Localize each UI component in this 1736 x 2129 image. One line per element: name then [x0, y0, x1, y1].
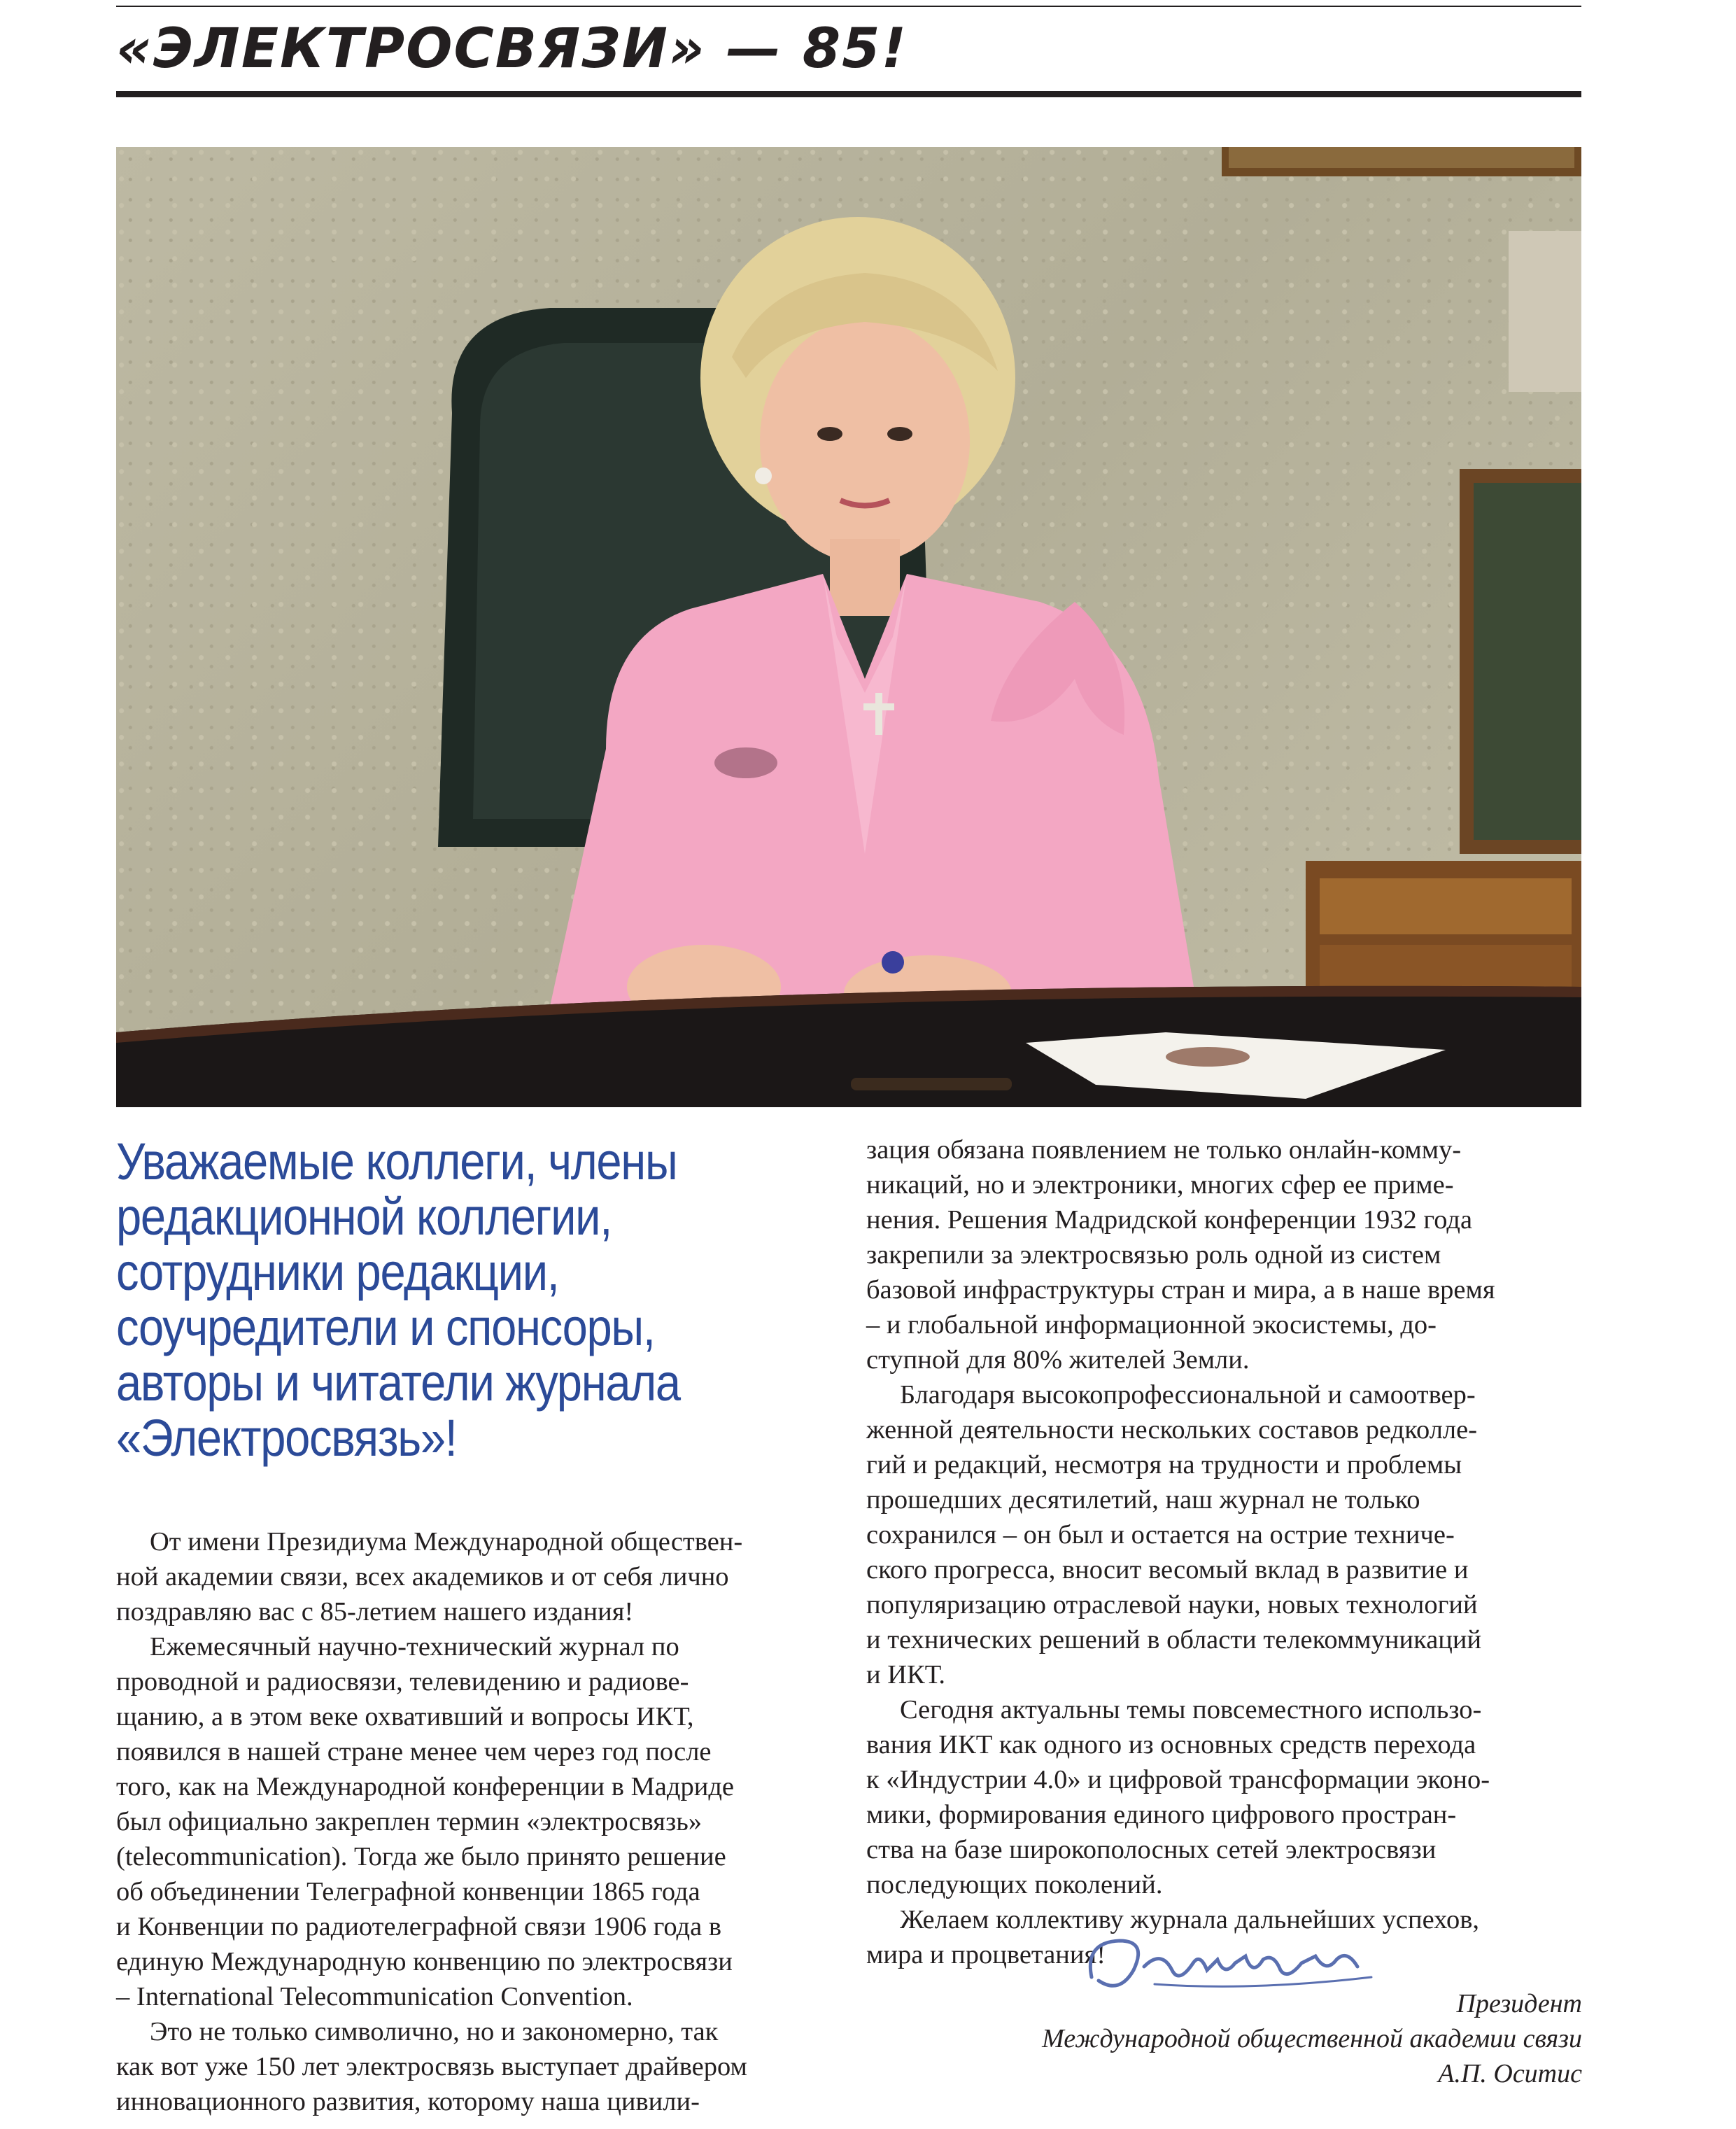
text-line: – International Telecommunication Convention. [116, 1982, 633, 2011]
text-line: мики, формирования единого цифрового простран- [866, 1800, 1457, 1829]
text-line: гий и редакций, несмотря на трудности и проблемы [866, 1450, 1462, 1480]
greeting-line: соучредители и спонсоры, [116, 1298, 655, 1356]
page-title: «ЭЛЕКТРОСВЯЗИ» — 85! [116, 17, 908, 80]
signature-name: А.П. Оситис [1438, 2059, 1582, 2088]
text-line: Сегодня актуальны темы повсеместного использо- [900, 1695, 1482, 1724]
text-line: и ИКТ. [866, 1660, 945, 1689]
portrait-illustration [116, 147, 1581, 1107]
text-line: нения. Решения Мадридской конференции 1932 года [866, 1205, 1473, 1235]
text-line: – и глобальной информационной экосистемы, до- [866, 1310, 1437, 1340]
text-line: ступной для 80% жителей Земли. [866, 1345, 1250, 1375]
text-line: ства на базе широкополосных сетей электросвязи [866, 1835, 1437, 1864]
greeting-line: «Электросвязь»! [116, 1409, 457, 1467]
text-line: ной академии связи, всех академиков и от себя лично [116, 1562, 729, 1592]
right-text-column [866, 1132, 1581, 1972]
text-line: прошедших десятилетий, наш журнал не только [866, 1485, 1420, 1515]
text-line: и Конвенции по радиотелеграфной связи 1906 года в [116, 1912, 722, 1941]
text-line: вания ИКТ как одного из основных средств перехода [866, 1730, 1476, 1759]
text-line: мира и процветания! [866, 1940, 1106, 1969]
greeting-line: сотрудники редакции, [116, 1243, 559, 1301]
greeting-line: Уважаемые коллеги, члены [116, 1132, 677, 1190]
text-line: единую Международную конвенцию по электросвязи [116, 1947, 733, 1976]
text-line: женной деятельности нескольких составов редколле- [866, 1415, 1478, 1445]
text-line: к «Индустрии 4.0» и цифровой трансформации эконо- [866, 1765, 1490, 1794]
signature-block [742, 1986, 1582, 2091]
text-line: инновационного развития, которому наша цивили- [116, 2087, 700, 2116]
text-line: зация обязана появлением не только онлайн-комму- [866, 1135, 1462, 1165]
text-line: щанию, а в этом веке охвативший и вопросы ИКТ, [116, 1702, 694, 1731]
header-rule [116, 91, 1581, 97]
text-line: ского прогресса, вносит весомый вклад в развитие и [866, 1555, 1469, 1585]
text-line: закрепили за электросвязью роль одной из систем [866, 1240, 1441, 1270]
text-line: базовой инфраструктуры стран и мира, а в наше время [866, 1275, 1495, 1305]
greeting-line: редакционной коллегии, [116, 1188, 612, 1246]
text-line: Ежемесячный научно-технический журнал по [150, 1632, 679, 1661]
text-line: сохранился – он был и остается на острие техниче- [866, 1520, 1455, 1550]
text-line: Желаем коллективу журнала дальнейших успехов, [900, 1905, 1479, 1934]
signature-position: Президент [1456, 1989, 1582, 2018]
left-text-column [116, 1524, 830, 2119]
text-line: (telecommunication). Тогда же было принято решение [116, 1842, 726, 1871]
text-line: Благодаря высокопрофессиональной и самоотвер- [900, 1380, 1476, 1410]
text-line: От имени Президиума Международной обществен- [150, 1527, 743, 1557]
portrait-photo [116, 147, 1581, 1107]
text-line: поздравляю вас с 85-летием нашего издания! [116, 1597, 634, 1626]
signature-organization: Международной общественной академии связи [1042, 2024, 1582, 2053]
text-line: был официально закреплен термин «электросвязь» [116, 1807, 703, 1836]
text-line: об объединении Телеграфной конвенции 1865 года [116, 1877, 700, 1906]
greeting-line: авторы и читатели журнала [116, 1354, 680, 1412]
top-rule [116, 6, 1581, 7]
text-line: последующих поколений. [866, 1870, 1163, 1899]
greeting-heading [116, 1134, 763, 1466]
text-line: появился в нашей стране менее чем через год после [116, 1737, 712, 1766]
text-line: популяризацию отраслевой науки, новых технологий [866, 1590, 1478, 1619]
text-line: и технических решений в области телекоммуникаций [866, 1625, 1482, 1654]
text-line: Это не только символично, но и закономерно, так [150, 2017, 719, 2046]
text-line: проводной и радиосвязи, телевидению и радиове- [116, 1667, 689, 1696]
text-line: как вот уже 150 лет электросвязь выступает драйвером [116, 2052, 747, 2081]
text-line: никаций, но и электроники, многих сфер ее приме- [866, 1170, 1454, 1200]
text-line: того, как на Международной конференции в Мадриде [116, 1772, 735, 1801]
